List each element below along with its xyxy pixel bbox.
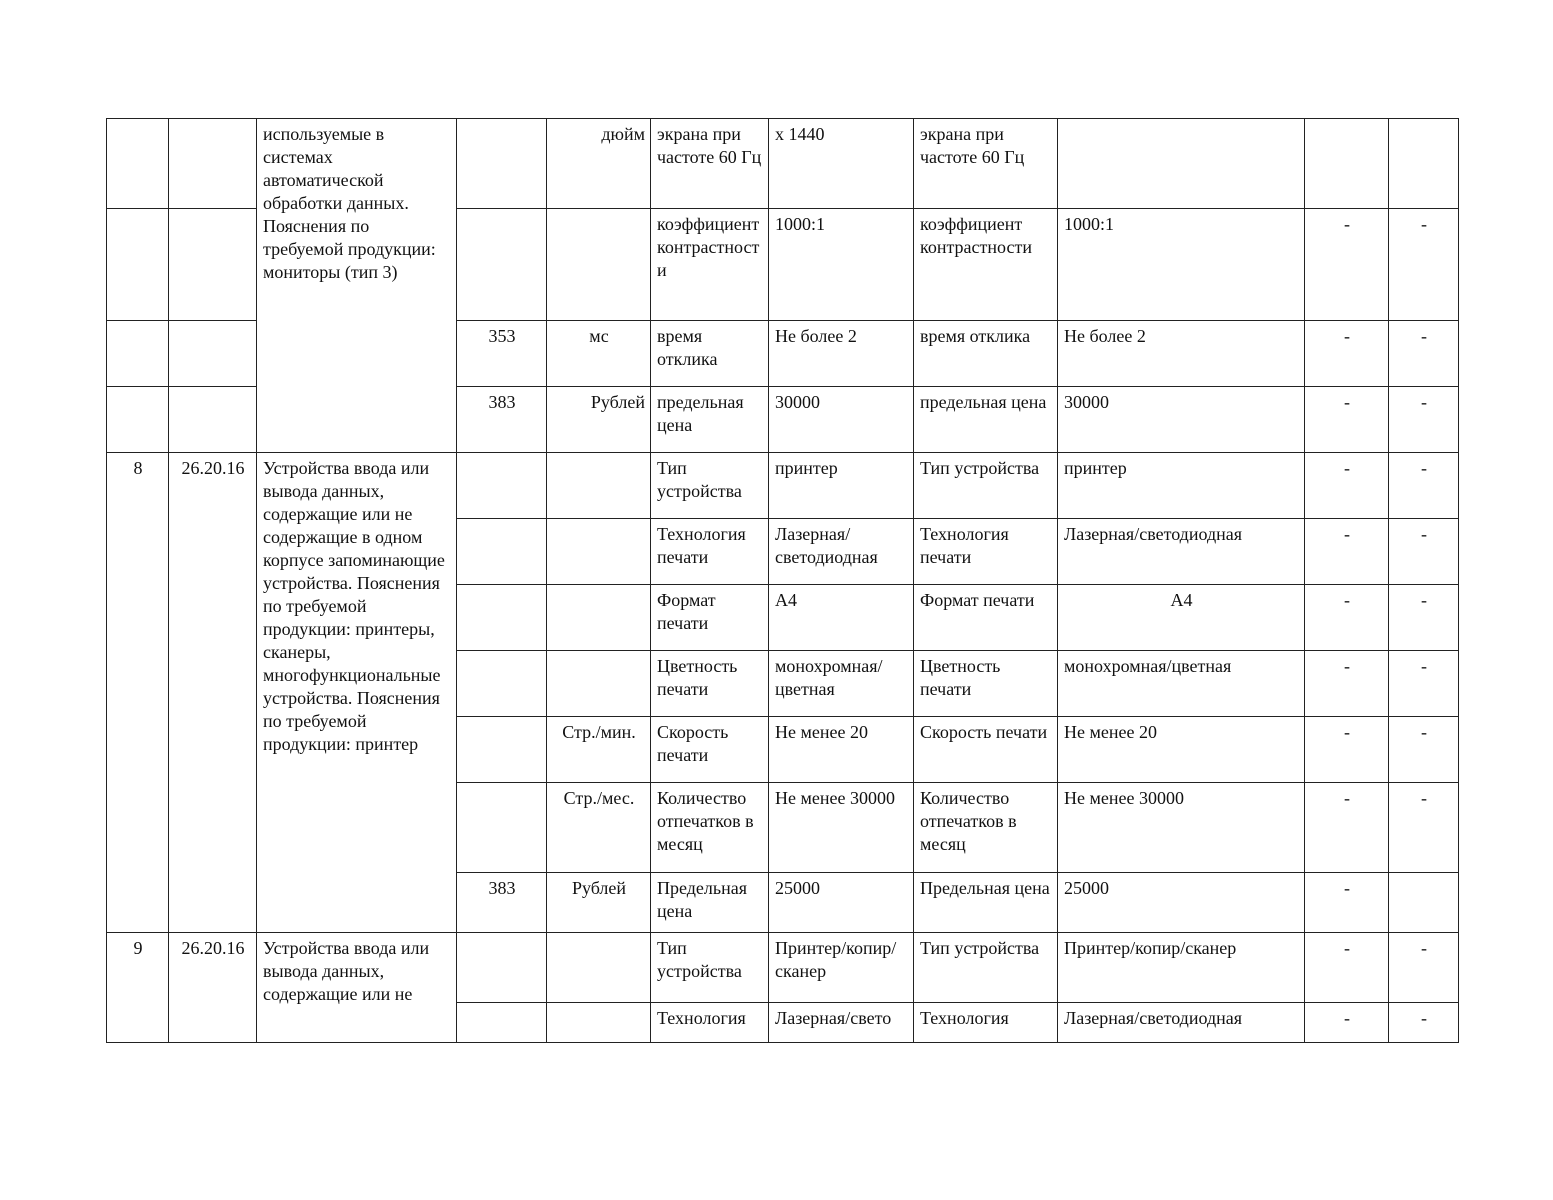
cell-characteristic-2: Предельная цена (914, 873, 1058, 933)
cell-unit: Стр./мин. (547, 717, 651, 783)
table-row (107, 119, 1459, 209)
cell-unit (547, 1003, 651, 1043)
cell-characteristic: Технология печати (651, 519, 769, 585)
specification-table (106, 118, 1459, 1043)
cell-okei (457, 783, 547, 873)
cell-dash-1: - (1305, 1003, 1389, 1043)
cell-unit (547, 933, 651, 1003)
cell-unit: Рублей (547, 387, 651, 453)
cell-product-name: Устройства ввода или вывода данных, содержащие или не содержащие в одном корпусе запоминающие устройства. Пояснения по требуемой продукции: принтеры, сканеры, многофункциональные устройства. Пояснения по требуемой продукции: принтер (257, 453, 457, 933)
cell-characteristic: Тип устройства (651, 933, 769, 1003)
cell-value-2: Лазерная/светодиодная (1058, 519, 1305, 585)
cell-dash-2: - (1389, 783, 1459, 873)
cell-dash-1: - (1305, 585, 1389, 651)
cell-characteristic: Формат печати (651, 585, 769, 651)
cell-value: Лазерная/светодиодная (769, 519, 914, 585)
cell-dash-2: - (1389, 519, 1459, 585)
cell-dash-2: - (1389, 321, 1459, 387)
cell-characteristic-2: коэффициент контрастности (914, 209, 1058, 321)
cell-characteristic: время отклика (651, 321, 769, 387)
cell-value-2: монохромная/цветная (1058, 651, 1305, 717)
cell-unit (547, 453, 651, 519)
cell-dash-2 (1389, 873, 1459, 933)
cell-characteristic: Скорость печати (651, 717, 769, 783)
cell-characteristic-2: Технология (914, 1003, 1058, 1043)
cell-dash-2: - (1389, 453, 1459, 519)
cell-value-2: A4 (1058, 585, 1305, 651)
cell-code (169, 321, 257, 387)
cell-okei: 383 (457, 873, 547, 933)
cell-okei: 353 (457, 321, 547, 387)
cell-value-2: Лазерная/светодиодная (1058, 1003, 1305, 1043)
cell-value: Лазерная/свето (769, 1003, 914, 1043)
cell-value-2: Не более 2 (1058, 321, 1305, 387)
cell-unit: Рублей (547, 873, 651, 933)
cell-value: Не менее 20 (769, 717, 914, 783)
cell-characteristic: коэффициент контрастности (651, 209, 769, 321)
cell-okei: 383 (457, 387, 547, 453)
cell-characteristic-2: Формат печати (914, 585, 1058, 651)
cell-code: 26.20.16 (169, 453, 257, 933)
cell-dash-2: - (1389, 717, 1459, 783)
cell-okei (457, 453, 547, 519)
cell-okei (457, 933, 547, 1003)
cell-product-name: используемые в системах автоматической обработки данных. Пояснения по требуемой продукции: мониторы (тип 3) (257, 119, 457, 453)
cell-num (107, 119, 169, 209)
table-row (107, 453, 1459, 519)
cell-characteristic-2: Количество отпечатков в месяц (914, 783, 1058, 873)
cell-unit: дюйм (547, 119, 651, 209)
cell-value: x 1440 (769, 119, 914, 209)
cell-characteristic-2: время отклика (914, 321, 1058, 387)
cell-characteristic: Технология (651, 1003, 769, 1043)
cell-code (169, 387, 257, 453)
cell-dash-2: - (1389, 387, 1459, 453)
cell-characteristic-2: Цветность печати (914, 651, 1058, 717)
cell-num (107, 321, 169, 387)
cell-unit (547, 651, 651, 717)
cell-code (169, 119, 257, 209)
cell-characteristic: Количество отпечатков в месяц (651, 783, 769, 873)
cell-dash-2: - (1389, 209, 1459, 321)
cell-unit (547, 585, 651, 651)
cell-dash-2: - (1389, 585, 1459, 651)
cell-num: 8 (107, 453, 169, 933)
cell-value: 25000 (769, 873, 914, 933)
cell-dash-1: - (1305, 519, 1389, 585)
cell-dash-1: - (1305, 873, 1389, 933)
cell-value: Не более 2 (769, 321, 914, 387)
cell-unit: Стр./мес. (547, 783, 651, 873)
cell-unit (547, 209, 651, 321)
cell-value-2: 1000:1 (1058, 209, 1305, 321)
cell-value-2: Принтер/копир/сканер (1058, 933, 1305, 1003)
cell-dash-2: - (1389, 933, 1459, 1003)
cell-dash-1: - (1305, 783, 1389, 873)
cell-dash-1: - (1305, 453, 1389, 519)
cell-code (169, 209, 257, 321)
cell-okei (457, 519, 547, 585)
cell-characteristic-2: Тип устройства (914, 453, 1058, 519)
cell-value: 30000 (769, 387, 914, 453)
cell-dash-1: - (1305, 321, 1389, 387)
cell-dash-2 (1389, 119, 1459, 209)
cell-num (107, 387, 169, 453)
cell-characteristic-2: экрана при частоте 60 Гц (914, 119, 1058, 209)
cell-unit: мс (547, 321, 651, 387)
cell-value: монохромная/цветная (769, 651, 914, 717)
cell-dash-2: - (1389, 651, 1459, 717)
cell-num (107, 209, 169, 321)
cell-okei (457, 209, 547, 321)
cell-characteristic: экрана при частоте 60 Гц (651, 119, 769, 209)
cell-value: Принтер/копир/сканер (769, 933, 914, 1003)
cell-dash-2: - (1389, 1003, 1459, 1043)
cell-value: Не менее 30000 (769, 783, 914, 873)
cell-characteristic-2: предельная цена (914, 387, 1058, 453)
cell-value: A4 (769, 585, 914, 651)
cell-value: принтер (769, 453, 914, 519)
cell-characteristic-2: Технология печати (914, 519, 1058, 585)
cell-okei (457, 1003, 547, 1043)
cell-unit (547, 519, 651, 585)
cell-dash-1: - (1305, 933, 1389, 1003)
cell-characteristic: предельная цена (651, 387, 769, 453)
cell-characteristic: Предельная цена (651, 873, 769, 933)
cell-characteristic-2: Тип устройства (914, 933, 1058, 1003)
cell-code: 26.20.16 (169, 933, 257, 1043)
cell-okei (457, 717, 547, 783)
cell-value-2: Не менее 20 (1058, 717, 1305, 783)
cell-value-2: принтер (1058, 453, 1305, 519)
cell-dash-1: - (1305, 651, 1389, 717)
table-row (107, 933, 1459, 1003)
cell-dash-1: - (1305, 717, 1389, 783)
cell-dash-1: - (1305, 209, 1389, 321)
cell-value-2 (1058, 119, 1305, 209)
cell-okei (457, 651, 547, 717)
cell-value-2: 30000 (1058, 387, 1305, 453)
cell-value: 1000:1 (769, 209, 914, 321)
cell-dash-1 (1305, 119, 1389, 209)
cell-characteristic: Цветность печати (651, 651, 769, 717)
cell-value-2: Не менее 30000 (1058, 783, 1305, 873)
cell-value-2: 25000 (1058, 873, 1305, 933)
cell-characteristic-2: Скорость печати (914, 717, 1058, 783)
cell-characteristic: Тип устройства (651, 453, 769, 519)
cell-dash-1: - (1305, 387, 1389, 453)
cell-okei (457, 119, 547, 209)
cell-num: 9 (107, 933, 169, 1043)
cell-product-name: Устройства ввода или вывода данных, содержащие или не (257, 933, 457, 1043)
cell-okei (457, 585, 547, 651)
